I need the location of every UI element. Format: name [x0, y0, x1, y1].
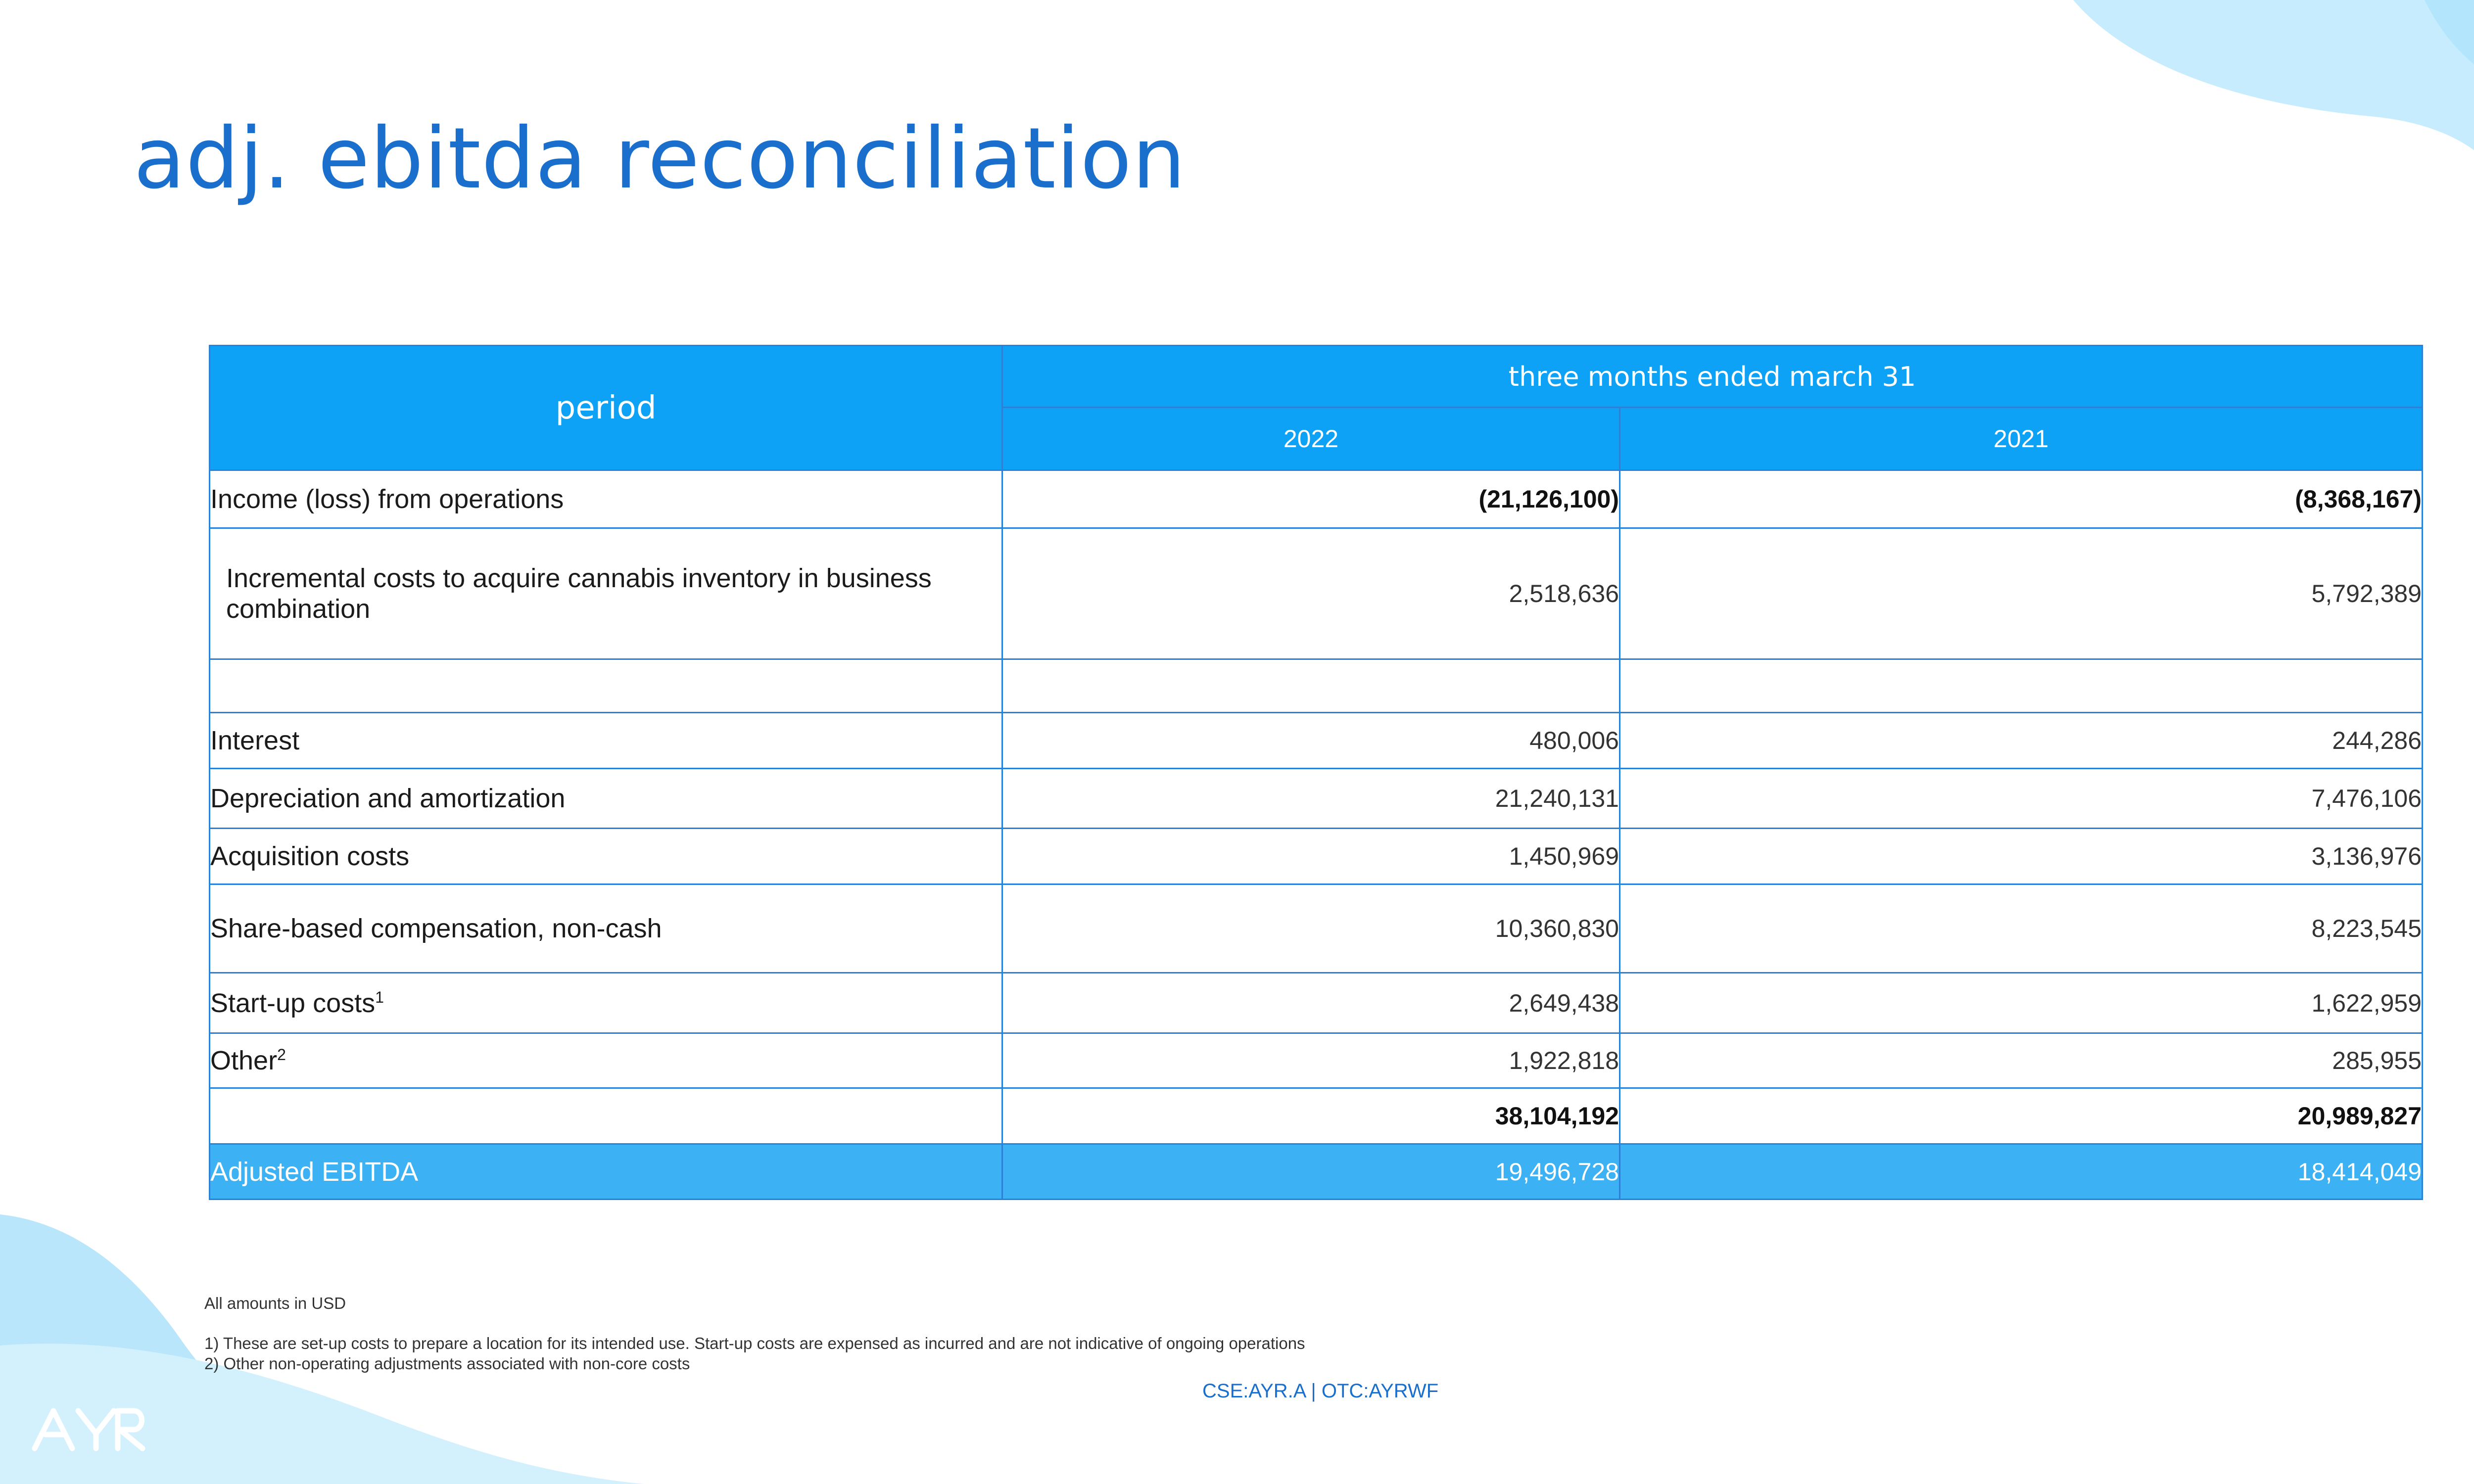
value-2022: 10,360,830 [1002, 884, 1620, 973]
row-label: Share-based compensation, non-cash [210, 884, 1002, 973]
row-label [210, 659, 1002, 713]
table-row-subtotal [210, 1088, 2423, 1144]
value-2022: 38,104,192 [1002, 1088, 1620, 1144]
value-2022: 2,518,636 [1002, 528, 1620, 659]
table-row [210, 1033, 2423, 1088]
footnote-marker: 2 [277, 1046, 286, 1064]
row-label: Income (loss) from operations [210, 470, 1002, 528]
ayr-logo [31, 1405, 149, 1454]
top-right-blob [2073, 0, 2474, 267]
row-label: Incremental costs to acquire cannabis inventory in business combination [210, 528, 1002, 659]
row-label [210, 973, 1002, 1033]
year-header-2022: 2022 [1002, 408, 1620, 470]
value-2022 [1002, 659, 1620, 713]
value-2021: 8,223,545 [1620, 884, 2423, 973]
value-2021: 18,414,049 [1620, 1144, 2423, 1200]
value-2021: 7,476,106 [1620, 769, 2423, 829]
stock-ticker: CSE:AYR.A | OTC:AYRWF [1202, 1380, 1439, 1402]
table-row [210, 769, 2423, 829]
row-label: Interest [210, 713, 1002, 769]
value-2021: (8,368,167) [1620, 470, 2423, 528]
row-label [210, 1088, 1002, 1144]
value-2021: 1,622,959 [1620, 973, 2423, 1033]
row-label-text: Other [210, 1046, 278, 1075]
table-row-adjusted-ebitda [210, 1144, 2423, 1200]
page-title: adj. ebitda reconciliation [134, 110, 1186, 208]
value-2022: (21,126,100) [1002, 470, 1620, 528]
value-2022: 1,450,969 [1002, 829, 1620, 884]
row-label [210, 1033, 1002, 1088]
table-row [210, 973, 2423, 1033]
table-row-empty [210, 659, 2423, 713]
value-2021: 5,792,389 [1620, 528, 2423, 659]
table-row [210, 528, 2423, 659]
row-label-text: Start-up costs [210, 988, 376, 1018]
value-2021: 20,989,827 [1620, 1088, 2423, 1144]
year-header-2021: 2021 [1620, 408, 2423, 470]
table-header-row [210, 346, 2423, 408]
value-2022: 21,240,131 [1002, 769, 1620, 829]
row-label: Depreciation and amortization [210, 769, 1002, 829]
table-row [210, 884, 2423, 973]
footnote-1: 1) These are set-up costs to prepare a location for its intended use. Start-up costs are expensed as incurred and are not indicative of ongoing operations [204, 1334, 1305, 1352]
reconciliation-table [209, 345, 2423, 1200]
group-header: three months ended march 31 [1002, 346, 2423, 408]
table-row [210, 470, 2423, 528]
value-2022: 2,649,438 [1002, 973, 1620, 1033]
row-label: Acquisition costs [210, 829, 1002, 884]
table-row [210, 829, 2423, 884]
value-2021: 244,286 [1620, 713, 2423, 769]
value-2021: 285,955 [1620, 1033, 2423, 1088]
footnote-marker: 1 [375, 988, 384, 1006]
value-2022: 480,006 [1002, 713, 1620, 769]
value-2021 [1620, 659, 2423, 713]
value-2021: 3,136,976 [1620, 829, 2423, 884]
period-header: period [210, 346, 1002, 470]
row-label: Adjusted EBITDA [210, 1144, 1002, 1200]
currency-note: All amounts in USD [204, 1294, 346, 1312]
footnote-2: 2) Other non-operating adjustments associated with non-core costs [204, 1354, 690, 1373]
value-2022: 19,496,728 [1002, 1144, 1620, 1200]
value-2022: 1,922,818 [1002, 1033, 1620, 1088]
table-row [210, 713, 2423, 769]
